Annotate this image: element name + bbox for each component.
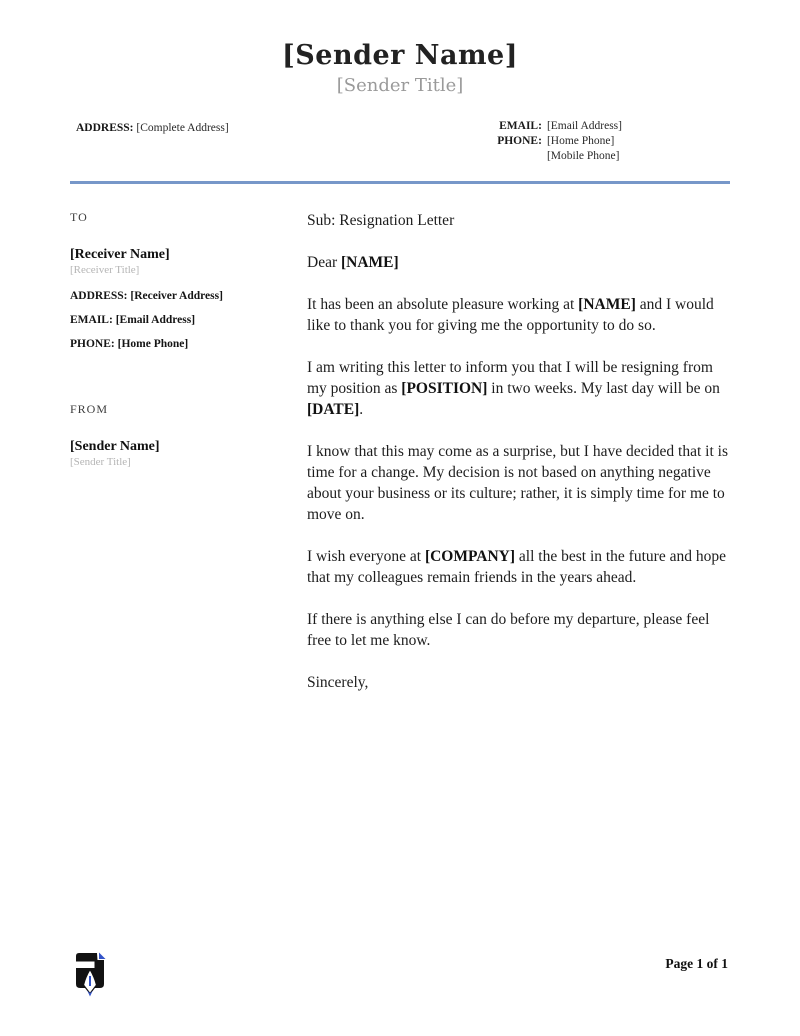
receiver-phone-label: PHONE: (70, 338, 115, 350)
letter-body (307, 210, 730, 714)
p4-text-end: all the best in the future and hope that my colleagues remain friends in the years ahead. (307, 548, 726, 586)
home-phone-value: [Home Phone] (546, 135, 615, 147)
receiver-phone-value: [Home Phone] (117, 338, 189, 350)
p1-text-end: and I would like to thank you for giving me the opportunity to do so. (307, 296, 714, 334)
letterhead-sender-name: [Sender Name] (282, 40, 518, 71)
p1-name-placeholder: [NAME] (578, 296, 636, 313)
mobile-phone-value: [Mobile Phone] (546, 150, 620, 162)
contact-address (70, 120, 229, 162)
receiver-contact-lines (70, 290, 307, 350)
paragraph-1 (307, 294, 730, 336)
closing-line: Sincerely, (307, 674, 369, 691)
receiver-address-label: ADDRESS: (70, 290, 128, 302)
receiver-address-value: [Receiver Address] (130, 290, 223, 302)
sender-title: [Sender Title] (70, 456, 131, 468)
main-content (0, 184, 800, 714)
receiver-phone-line (70, 338, 307, 350)
p1-text: It has been an absolute pleasure working at (307, 296, 579, 313)
address-value: [Complete Address] (136, 122, 229, 134)
p2-text: I am writing this letter to inform you that I will be resigning from my position as (307, 359, 713, 397)
recipient-block (70, 210, 307, 350)
salutation-prefix: Dear (307, 254, 341, 271)
salutation-name-placeholder: [NAME] (341, 254, 399, 271)
paragraph-2 (307, 357, 730, 420)
page-number: Page 1 of 1 (665, 956, 728, 971)
contact-email-phone (497, 120, 622, 162)
receiver-email-value: [Email Address] (115, 314, 196, 326)
p2-text-mid: in two weeks. My last day will be on (487, 380, 720, 397)
letterhead (0, 0, 800, 96)
address-label: ADDRESS: (76, 122, 134, 134)
from-label: FROM (70, 402, 109, 416)
subject-line: Sub: Resignation Letter (307, 212, 455, 229)
pen-nib-logo-icon (74, 952, 106, 997)
contact-info-row (0, 120, 800, 162)
email-label: EMAIL: (499, 120, 542, 132)
letterhead-sender-title: [Sender Title] (336, 75, 464, 96)
p2-position-placeholder: [POSITION] (401, 380, 488, 397)
paragraph-4 (307, 546, 730, 588)
email-value: [Email Address] (546, 120, 622, 132)
receiver-address-line (70, 290, 307, 302)
sender-name: [Sender Name] (70, 439, 160, 454)
paragraph-5: If there is anything else I can do before my departure, please feel free to let me know. (307, 611, 710, 649)
phone-label: PHONE: (497, 135, 542, 147)
receiver-name: [Receiver Name] (70, 247, 170, 262)
sender-block (70, 402, 307, 468)
receiver-email-line (70, 314, 307, 326)
parties-panel (70, 210, 307, 714)
salutation-line (307, 252, 730, 273)
receiver-email-label: EMAIL: (70, 314, 113, 326)
p4-company-placeholder: [COMPANY] (424, 548, 516, 565)
p2-date-placeholder: [DATE] (307, 401, 360, 418)
paragraph-3: I know that this may come as a surprise, but I have decided that it is time for a change. My decision is not based on anything negative about your business or its culture; rather, it is simply time for me to move on. (307, 443, 728, 523)
to-label: TO (70, 210, 88, 224)
receiver-title: [Receiver Title] (70, 264, 140, 276)
p2-text-end: . (359, 401, 364, 418)
p4-text: I wish everyone at (307, 548, 425, 565)
